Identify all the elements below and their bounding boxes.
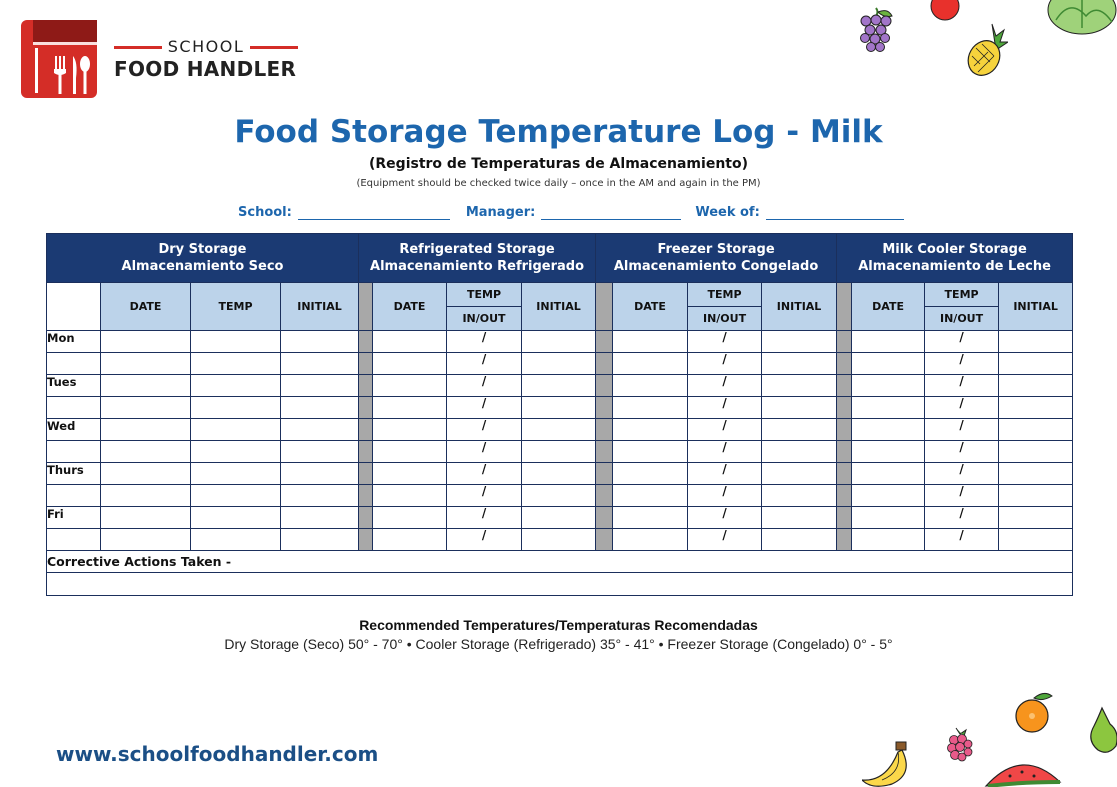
table-row (47, 375, 1073, 397)
freezer-initial-cell[interactable] (762, 331, 837, 353)
milk-date-cell[interactable] (852, 331, 925, 353)
separator (596, 419, 613, 441)
section-dry-en: Dry Storage (158, 242, 247, 257)
refrigerated-date-header: DATE (373, 283, 447, 331)
freezer-date-cell[interactable] (613, 419, 688, 441)
pear-icon (1088, 704, 1117, 754)
freezer-temp-cell[interactable]: / (688, 397, 762, 419)
refrigerated-date-cell[interactable] (373, 375, 447, 397)
freezer-inout-header: IN/OUT (688, 307, 762, 331)
school-food-handler-logo (21, 20, 97, 98)
milk-date-cell[interactable] (852, 463, 925, 485)
corrective-actions-entry-row (47, 573, 1073, 596)
refrigerated-temp-header: TEMP (447, 283, 522, 307)
milk-temp-cell[interactable]: / (925, 485, 999, 507)
milk-temp-cell[interactable]: / (925, 507, 999, 529)
refrigerated-initial-header: INITIAL (522, 283, 596, 331)
section-freezer (596, 234, 837, 283)
freezer-initial-cell[interactable] (762, 353, 837, 375)
section-milk-cooler (837, 234, 1073, 283)
dry-date-cell[interactable] (101, 397, 191, 419)
column-header-row-1 (47, 283, 1073, 307)
dry-temp-cell[interactable] (191, 375, 281, 397)
dry-date-header: DATE (101, 283, 191, 331)
dry-initial-cell[interactable] (281, 331, 359, 353)
separator (837, 419, 852, 441)
milk-temp-cell[interactable]: / (925, 441, 999, 463)
milk-initial-header: INITIAL (999, 283, 1073, 331)
separator (359, 507, 373, 529)
dry-initial-cell[interactable] (281, 375, 359, 397)
refrigerated-temp-cell[interactable]: / (447, 529, 522, 551)
brand-school: SCHOOL (167, 37, 245, 56)
grapes-icon (856, 6, 896, 56)
page-title: Food Storage Temperature Log - Milk (234, 114, 883, 150)
dry-initial-cell[interactable] (281, 463, 359, 485)
table-row (47, 419, 1073, 441)
freezer-date-header: DATE (613, 283, 688, 331)
header-fields (238, 205, 904, 220)
refrigerated-temp-cell[interactable]: / (447, 419, 522, 441)
freezer-date-cell[interactable] (613, 375, 688, 397)
dry-temp-cell[interactable] (191, 397, 281, 419)
refrigerated-temp-cell[interactable]: / (447, 375, 522, 397)
day-label (47, 397, 101, 419)
week-field (695, 205, 903, 220)
corrective-actions-row (47, 551, 1073, 573)
separator (837, 507, 852, 529)
separator (359, 441, 373, 463)
check-note: (Equipment should be checked twice daily – once in the AM and again in the PM) (356, 178, 761, 189)
brand-rule-right (250, 46, 298, 49)
refrigerated-date-cell[interactable] (373, 441, 447, 463)
milk-initial-cell[interactable] (999, 353, 1073, 375)
raspberry-icon (944, 726, 976, 766)
freezer-temp-cell[interactable]: / (688, 353, 762, 375)
dry-temp-cell[interactable] (191, 419, 281, 441)
dry-initial-cell[interactable] (281, 419, 359, 441)
section-dry (47, 234, 359, 283)
section-refrigerated-en: Refrigerated Storage (399, 242, 555, 257)
freezer-temp-cell[interactable]: / (688, 331, 762, 353)
freezer-date-cell[interactable] (613, 353, 688, 375)
freezer-date-cell[interactable] (613, 463, 688, 485)
day-label: Wed (47, 419, 101, 441)
separator (837, 331, 852, 353)
week-label: Week of: (695, 205, 760, 220)
recommended-text: Dry Storage (Seco) 50° - 70° • Cooler Storage (Refrigerado) 35° - 41° • Freezer Storage (Congelado) 0° - 5° (224, 636, 893, 652)
milk-initial-cell[interactable] (999, 507, 1073, 529)
milk-date-cell[interactable] (852, 353, 925, 375)
day-label: Fri (47, 507, 101, 529)
refrigerated-initial-cell[interactable] (522, 397, 596, 419)
milk-initial-cell[interactable] (999, 463, 1073, 485)
dry-temp-cell[interactable] (191, 529, 281, 551)
freezer-initial-header: INITIAL (762, 283, 837, 331)
separator (359, 353, 373, 375)
refrigerated-date-cell[interactable] (373, 353, 447, 375)
website-link[interactable]: www.schoolfoodhandler.com (56, 742, 379, 766)
refrigerated-date-cell[interactable] (373, 419, 447, 441)
milk-temp-cell[interactable]: / (925, 463, 999, 485)
page-subtitle: (Registro de Temperaturas de Almacenamiento) (369, 156, 748, 172)
dry-temp-cell[interactable] (191, 485, 281, 507)
dry-temp-cell[interactable] (191, 353, 281, 375)
freezer-initial-cell[interactable] (762, 375, 837, 397)
refrigerated-initial-cell[interactable] (522, 463, 596, 485)
brand-wordmark (114, 38, 298, 81)
brand-rule-left (114, 46, 162, 49)
separator (359, 529, 373, 551)
day-label: Mon (47, 331, 101, 353)
freezer-initial-cell[interactable] (762, 419, 837, 441)
section-freezer-es: Almacenamiento Congelado (613, 259, 819, 274)
freezer-date-cell[interactable] (613, 331, 688, 353)
table-row (47, 463, 1073, 485)
freezer-initial-cell[interactable] (762, 507, 837, 529)
section-milk-cooler-en: Milk Cooler Storage (882, 242, 1027, 257)
milk-date-cell[interactable] (852, 397, 925, 419)
refrigerated-temp-cell[interactable]: / (447, 463, 522, 485)
milk-initial-cell[interactable] (999, 397, 1073, 419)
freezer-date-cell[interactable] (613, 485, 688, 507)
separator (596, 397, 613, 419)
dry-initial-cell[interactable] (281, 485, 359, 507)
milk-date-cell[interactable] (852, 419, 925, 441)
separator (596, 331, 613, 353)
dry-date-cell[interactable] (101, 463, 191, 485)
refrigerated-date-cell[interactable] (373, 397, 447, 419)
freezer-temp-cell[interactable]: / (688, 441, 762, 463)
dry-date-cell[interactable] (101, 375, 191, 397)
table-row (47, 331, 1073, 353)
watermelon-icon (984, 758, 1062, 787)
freezer-temp-header: TEMP (688, 283, 762, 307)
milk-date-cell[interactable] (852, 485, 925, 507)
separator (596, 353, 613, 375)
table-row (47, 507, 1073, 529)
separator (359, 375, 373, 397)
refrigerated-initial-cell[interactable] (522, 353, 596, 375)
dry-initial-cell[interactable] (281, 441, 359, 463)
milk-date-cell[interactable] (852, 441, 925, 463)
section-dry-es: Almacenamiento Seco (121, 259, 284, 274)
pineapple-icon (964, 22, 1008, 78)
dry-date-cell[interactable] (101, 507, 191, 529)
dry-temp-header: TEMP (191, 283, 281, 331)
refrigerated-temp-cell[interactable]: / (447, 331, 522, 353)
freezer-date-cell[interactable] (613, 529, 688, 551)
brand-name: FOOD HANDLER (114, 57, 297, 81)
separator (837, 397, 852, 419)
refrigerated-initial-cell[interactable] (522, 441, 596, 463)
refrigerated-temp-cell[interactable]: / (447, 397, 522, 419)
freezer-initial-cell[interactable] (762, 397, 837, 419)
separator (359, 419, 373, 441)
separator (837, 441, 852, 463)
milk-temp-cell[interactable]: / (925, 529, 999, 551)
table-row (47, 353, 1073, 375)
freezer-date-cell[interactable] (613, 397, 688, 419)
corrective-actions-label: Corrective Actions Taken - (47, 551, 1073, 573)
refrigerated-initial-cell[interactable] (522, 485, 596, 507)
refrigerated-date-cell[interactable] (373, 529, 447, 551)
freezer-initial-cell[interactable] (762, 463, 837, 485)
milk-initial-cell[interactable] (999, 375, 1073, 397)
separator (596, 485, 613, 507)
refrigerated-initial-cell[interactable] (522, 507, 596, 529)
day-label (47, 485, 101, 507)
freezer-initial-cell[interactable] (762, 529, 837, 551)
milk-initial-cell[interactable] (999, 419, 1073, 441)
dry-initial-cell[interactable] (281, 353, 359, 375)
dry-temp-cell[interactable] (191, 507, 281, 529)
dry-date-cell[interactable] (101, 419, 191, 441)
table-row (47, 529, 1073, 551)
separator (359, 463, 373, 485)
milk-temp-header: TEMP (925, 283, 999, 307)
refrigerated-temp-cell[interactable]: / (447, 353, 522, 375)
separator (596, 529, 613, 551)
milk-temp-cell[interactable]: / (925, 375, 999, 397)
manager-field (466, 205, 681, 220)
dry-date-cell[interactable] (101, 353, 191, 375)
refrigerated-inout-header: IN/OUT (447, 307, 522, 331)
refrigerated-initial-cell[interactable] (522, 419, 596, 441)
dry-date-cell[interactable] (101, 485, 191, 507)
dry-date-cell[interactable] (101, 529, 191, 551)
freezer-temp-cell[interactable]: / (688, 419, 762, 441)
separator (596, 283, 613, 331)
milk-date-cell[interactable] (852, 507, 925, 529)
manager-line[interactable] (541, 205, 681, 220)
dry-date-cell[interactable] (101, 441, 191, 463)
refrigerated-initial-cell[interactable] (522, 375, 596, 397)
milk-temp-cell[interactable]: / (925, 331, 999, 353)
section-milk-cooler-es: Almacenamiento de Leche (858, 259, 1051, 274)
milk-temp-cell[interactable]: / (925, 397, 999, 419)
day-label (47, 529, 101, 551)
table-row (47, 397, 1073, 419)
table-row (47, 441, 1073, 463)
refrigerated-temp-cell[interactable]: / (447, 441, 522, 463)
freezer-date-cell[interactable] (613, 507, 688, 529)
section-refrigerated-es: Almacenamiento Refrigerado (370, 259, 585, 274)
separator (837, 375, 852, 397)
milk-date-header: DATE (852, 283, 925, 331)
refrigerated-date-cell[interactable] (373, 485, 447, 507)
day-label (47, 441, 101, 463)
day-column-header (47, 283, 101, 331)
school-line[interactable] (298, 205, 450, 220)
dry-initial-cell[interactable] (281, 397, 359, 419)
orange-icon (1010, 690, 1056, 736)
dry-initial-cell[interactable] (281, 507, 359, 529)
separator (837, 353, 852, 375)
cabbage-icon (1046, 0, 1117, 36)
table-row (47, 485, 1073, 507)
separator (837, 463, 852, 485)
section-header-row (47, 234, 1073, 283)
separator (359, 485, 373, 507)
freezer-temp-cell[interactable]: / (688, 529, 762, 551)
day-label: Tues (47, 375, 101, 397)
temperature-log-table (46, 233, 1073, 596)
freezer-date-cell[interactable] (613, 441, 688, 463)
week-line[interactable] (766, 205, 904, 220)
milk-temp-cell[interactable]: / (925, 419, 999, 441)
milk-initial-cell[interactable] (999, 331, 1073, 353)
separator (837, 529, 852, 551)
separator (359, 331, 373, 353)
dry-temp-cell[interactable] (191, 463, 281, 485)
refrigerated-initial-cell[interactable] (522, 529, 596, 551)
recommended-title: Recommended Temperatures/Temperaturas Recomendadas (359, 617, 758, 633)
school-field (238, 205, 450, 220)
milk-date-cell[interactable] (852, 529, 925, 551)
refrigerated-temp-cell[interactable]: / (447, 507, 522, 529)
day-label (47, 353, 101, 375)
milk-initial-cell[interactable] (999, 529, 1073, 551)
corrective-actions-entry[interactable] (47, 573, 1073, 596)
milk-inout-header: IN/OUT (925, 307, 999, 331)
refrigerated-temp-cell[interactable]: / (447, 485, 522, 507)
freezer-temp-cell[interactable]: / (688, 507, 762, 529)
refrigerated-date-cell[interactable] (373, 331, 447, 353)
dry-initial-header: INITIAL (281, 283, 359, 331)
dry-temp-cell[interactable] (191, 441, 281, 463)
dry-temp-cell[interactable] (191, 331, 281, 353)
dry-date-cell[interactable] (101, 331, 191, 353)
refrigerated-initial-cell[interactable] (522, 331, 596, 353)
milk-temp-cell[interactable]: / (925, 353, 999, 375)
banana-icon (862, 740, 918, 787)
freezer-temp-cell[interactable]: / (688, 375, 762, 397)
section-refrigerated (359, 234, 596, 283)
separator (596, 375, 613, 397)
section-freezer-en: Freezer Storage (657, 242, 775, 257)
school-label: School: (238, 205, 292, 220)
separator (596, 463, 613, 485)
freezer-initial-cell[interactable] (762, 485, 837, 507)
separator (359, 397, 373, 419)
refrigerated-date-cell[interactable] (373, 463, 447, 485)
separator (837, 485, 852, 507)
milk-initial-cell[interactable] (999, 485, 1073, 507)
refrigerated-date-cell[interactable] (373, 507, 447, 529)
separator (596, 441, 613, 463)
freezer-initial-cell[interactable] (762, 441, 837, 463)
freezer-temp-cell[interactable]: / (688, 485, 762, 507)
freezer-temp-cell[interactable]: / (688, 463, 762, 485)
manager-label: Manager: (465, 205, 536, 220)
day-label: Thurs (47, 463, 101, 485)
dry-initial-cell[interactable] (281, 529, 359, 551)
separator (359, 283, 373, 331)
separator (596, 507, 613, 529)
milk-initial-cell[interactable] (999, 441, 1073, 463)
apple-icon (928, 0, 962, 24)
milk-date-cell[interactable] (852, 375, 925, 397)
separator (837, 283, 852, 331)
